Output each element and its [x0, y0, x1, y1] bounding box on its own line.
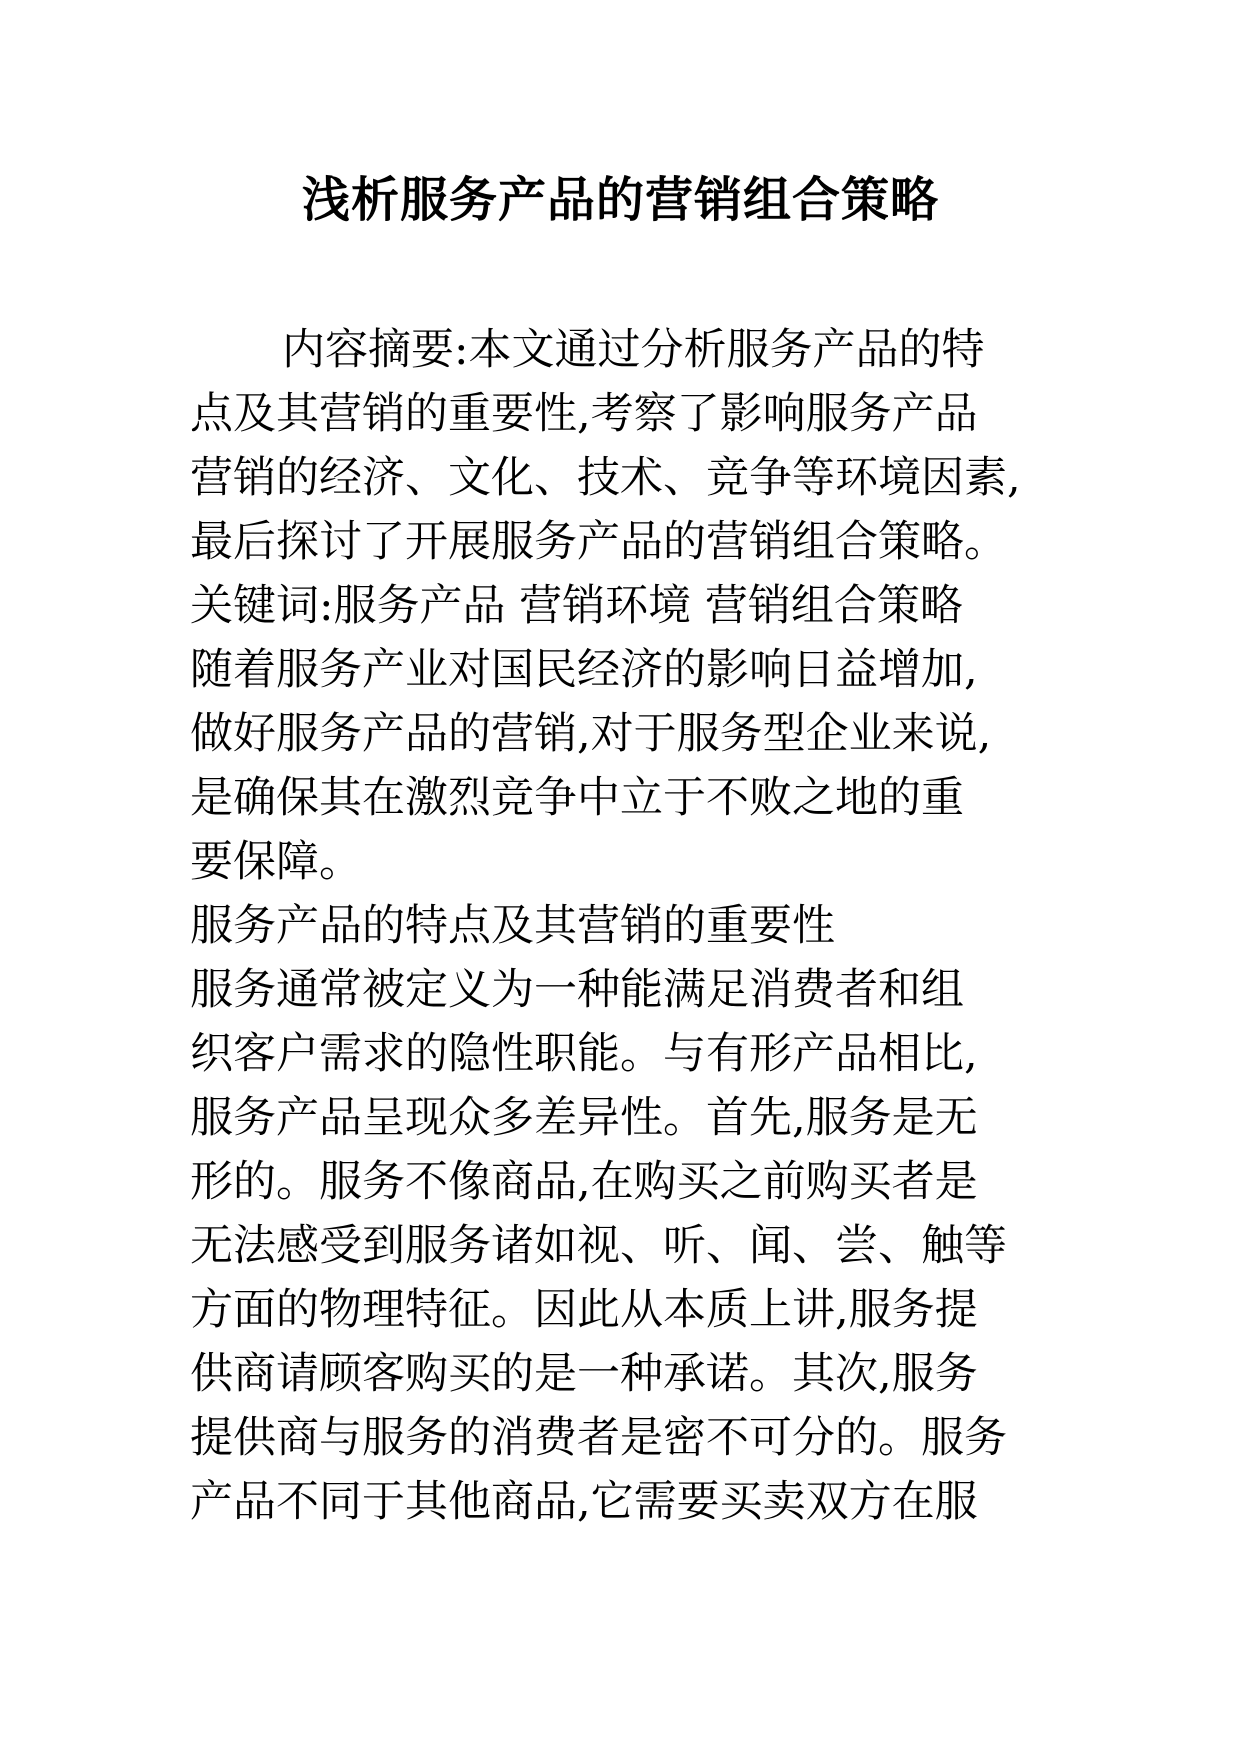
abstract-line-1: 内容摘要:本文通过分析服务产品的特: [282, 325, 985, 375]
body-line-8: 提供商与服务的消费者是密不可分的。服务: [190, 1413, 1007, 1463]
body-line-3: 服务产品呈现众多差异性。首先,服务是无: [190, 1093, 978, 1143]
body-line-1: 服务通常被定义为一种能满足消费者和组: [190, 965, 964, 1015]
intro-line-4: 要保障。: [190, 837, 362, 887]
body-line-5: 无法感受到服务诸如视、听、闻、尝、触等: [190, 1221, 1007, 1271]
section-heading: 服务产品的特点及其营销的重要性: [190, 901, 835, 951]
intro-line-3: 是确保其在激烈竞争中立于不败之地的重: [190, 773, 964, 823]
body-line-7: 供商请顾客购买的是一种承诺。其次,服务: [190, 1349, 978, 1399]
document-title: 浅析服务产品的营销组合策略: [301, 172, 939, 228]
body-line-4: 形的。服务不像商品,在购买之前购买者是: [190, 1157, 978, 1207]
intro-line-2: 做好服务产品的营销,对于服务型企业来说,: [190, 709, 992, 759]
body-line-9: 产品不同于其他商品,它需要买卖双方在服: [190, 1477, 978, 1527]
keywords-line: 关键词:服务产品 营销环境 营销组合策略: [190, 581, 963, 631]
intro-line-1: 随着服务产业对国民经济的影响日益增加,: [190, 645, 978, 695]
abstract-line-3: 营销的经济、文化、技术、竞争等环境因素,: [190, 453, 1021, 503]
body-line-6: 方面的物理特征。因此从本质上讲,服务提: [190, 1285, 978, 1335]
abstract-line-4: 最后探讨了开展服务产品的营销组合策略。: [190, 517, 1007, 567]
abstract-line-2: 点及其营销的重要性,考察了影响服务产品: [190, 389, 978, 439]
body-line-2: 织客户需求的隐性职能。与有形产品相比,: [190, 1029, 978, 1079]
